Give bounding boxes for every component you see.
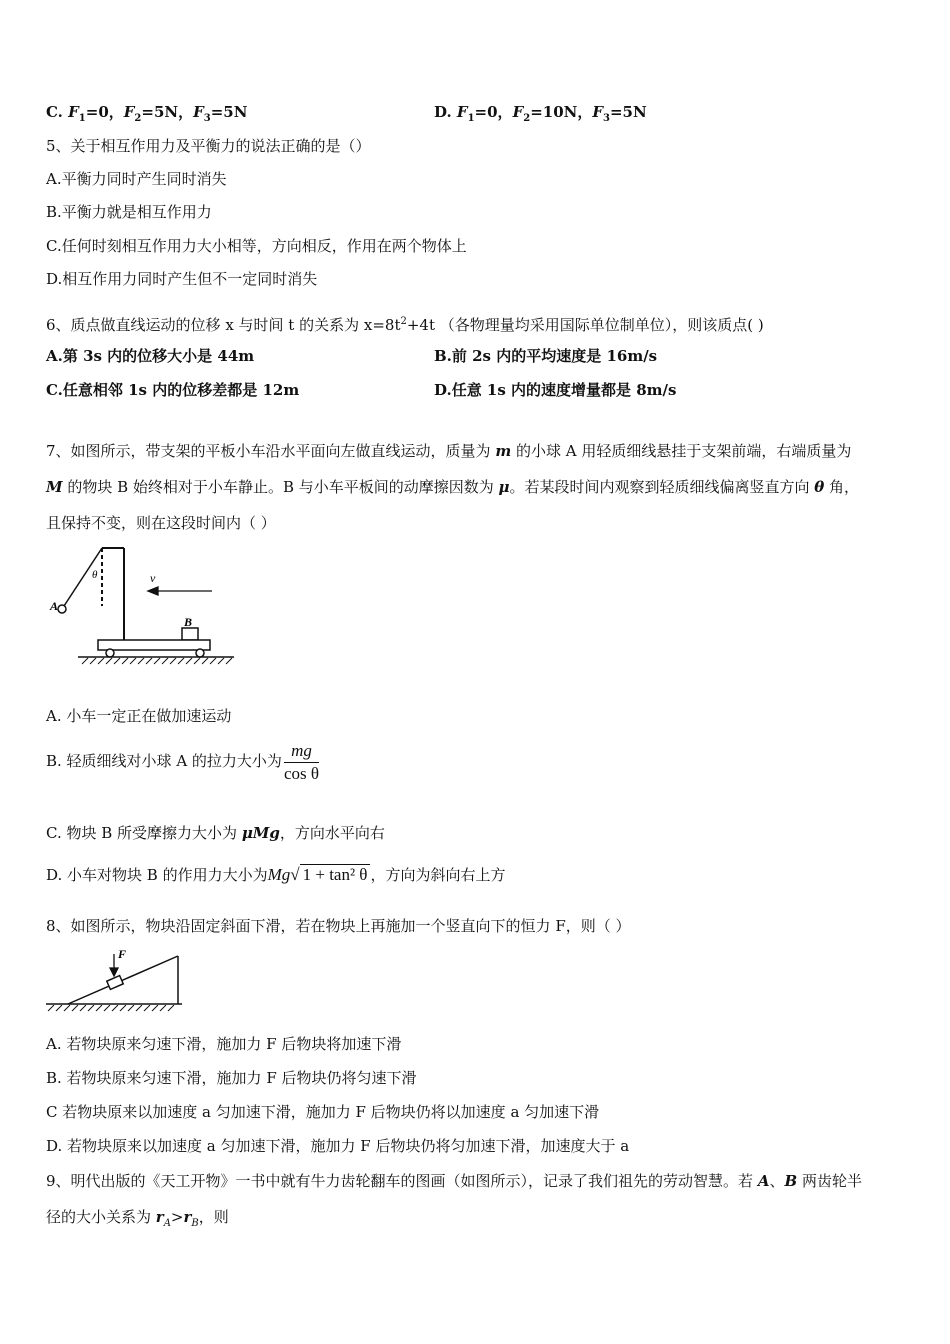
label-b: B <box>184 615 193 629</box>
q7-stem-line1: 7、如图所示，带支架的平板小车沿水平面向左做直线运动，质量为 m 的小球 A 用轻质细线悬挂于支架前端，右端质量为 <box>46 442 852 460</box>
q8-option-d: D. 若物块原来以加速度 a 匀加速下滑，施加力 F 后物块仍将匀加速下滑，加速度大于 a <box>46 1137 630 1155</box>
q5-stem: 5、关于相互作用力及平衡力的说法正确的是（） <box>46 137 371 155</box>
force-f-arrow <box>110 954 118 976</box>
label-v: v <box>150 571 156 585</box>
q7-cart-figure <box>44 540 240 676</box>
cart-wheel-left <box>106 649 114 657</box>
label-theta: θ <box>92 569 98 581</box>
incline <box>68 956 178 1004</box>
q4-option-d: D. $F_1=0$，$F_2=10N$，$F_3=5N$ <box>434 103 647 124</box>
q7-stem-line3: 且保持不变，则在这段时间内（ ） <box>46 514 276 532</box>
q5-option-b: B.平衡力就是相互作用力 <box>46 203 212 221</box>
q7-option-d: D. 小车对物块 B 的作用力大小为Mg√ 1 + tan² θ ，方向为斜向右上方 <box>46 865 506 884</box>
q6-option-c: C.任意相邻 1s 内的位移差都是 12m <box>46 381 300 399</box>
q7-stem-line2: M 的物块 B 始终相对于小车静止。B 与小车平板间的动摩擦因数为 μ。若某段时间内观察到轻质细线偏离竖直方向 θ 角， <box>46 478 860 496</box>
q9-stem-line2: 径的大小关系为 $r_A>r_B$，则 <box>46 1208 229 1229</box>
ground-hatching <box>82 658 232 664</box>
velocity-arrow <box>148 587 212 595</box>
q8-incline-figure <box>44 944 184 1016</box>
block-on-incline <box>107 976 123 990</box>
q8-option-b: B. 若物块原来匀速下滑，施加力 F 后物块仍将匀速下滑 <box>46 1069 417 1087</box>
cart-wheel-right <box>196 649 204 657</box>
cart-platform <box>98 640 210 650</box>
label-f: F <box>118 947 127 961</box>
q7-option-c: C. 物块 B 所受摩擦力大小为 μMg，方向水平向右 <box>46 824 385 842</box>
q6-option-d: D.任意 1s 内的速度增量都是 8m/s <box>434 381 677 399</box>
q5-option-a: A.平衡力同时产生同时消失 <box>46 170 227 188</box>
fraction-mg-over-cos: $\frac{mg}{\text{cos θ}}$ <box>283 740 319 783</box>
q5-option-d: D.相互作用力同时产生但不一定同时消失 <box>46 270 318 288</box>
q7-option-a: A. 小车一定正在做加速运动 <box>46 707 232 725</box>
block-b <box>182 628 198 640</box>
q7-option-b: B. 轻质细线对小球 A 的拉力大小为 $\frac{mg}{\text{cos θ}}$ <box>46 740 319 783</box>
q8-option-c: C 若物块原来以加速度 a 匀加速下滑，施加力 F 后物块仍将以加速度 a 匀加速下滑 <box>46 1103 600 1121</box>
q5-option-c: C.任何时刻相互作用力大小相等，方向相反，作用在两个物体上 <box>46 237 467 255</box>
q8-option-a: A. 若物块原来匀速下滑，施加力 F 后物块将加速下滑 <box>46 1035 402 1053</box>
cart-stand <box>102 548 124 640</box>
ground-hatching <box>48 1005 174 1011</box>
ball-a <box>58 605 66 613</box>
label-a: A <box>50 599 59 613</box>
q6-stem: 6、质点做直线运动的位移 x 与时间 t 的关系为 $x=8t^2+4t$ （各物理量均采用国际单位制单位），则该质点( ) <box>46 316 764 334</box>
q6-option-a: A.第 3s 内的位移大小是 44m <box>46 347 255 365</box>
q4-option-c: C. $F_1=0$，$F_2=5N$，$F_3=5N$ <box>46 103 248 124</box>
q9-stem-line1: 9、明代出版的《天工开物》一书中就有牛力齿轮翻车的图画（如图所示），记录了我们祖先的劳动智慧。若 A、B 两齿轮半 <box>46 1172 862 1190</box>
q6-option-b: B.前 2s 内的平均速度是 16m/s <box>434 347 658 365</box>
q8-stem: 8、如图所示，物块沿固定斜面下滑，若在物块上再施加一个竖直向下的恒力 F，则（ ） <box>46 917 631 935</box>
